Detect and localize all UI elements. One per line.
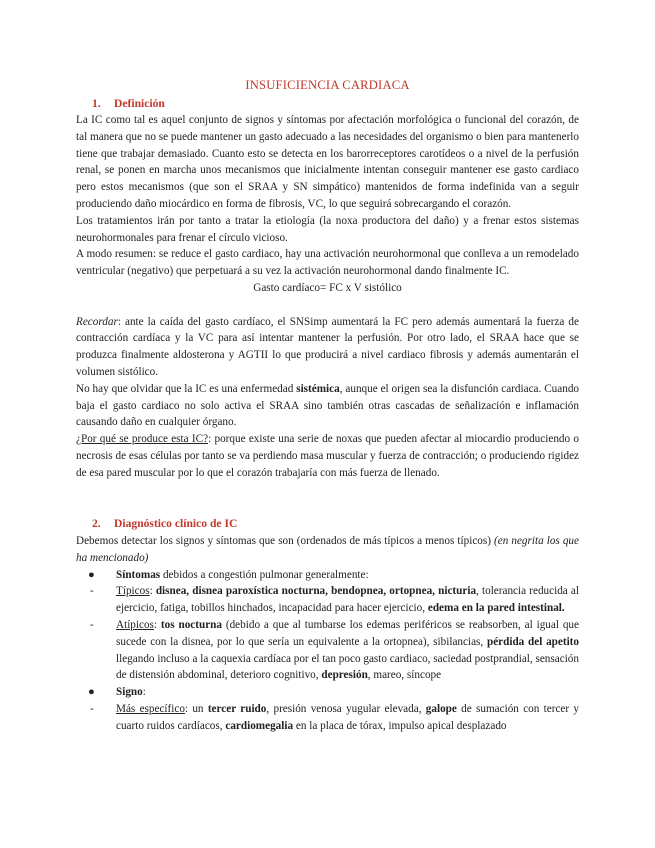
atipicos-text-2: llegando incluso a la caquexia cardíaca por el tan poco gasto cardiaco, saciedad postprandial, sensación de distensión abdominal, deterioro cognitivo, [116, 652, 579, 682]
list-item-signo [76, 684, 579, 701]
tipicos-text: , tolerancia reducida al ejercicio, fatiga, tobillos hinchados, incapacidad para hacer ejercicio, [116, 585, 579, 615]
systemic-bold: sistémica [296, 382, 340, 395]
atipicos-label: Atípicos [116, 618, 154, 631]
tipicos-label: Típicos [116, 585, 150, 598]
blank-line [76, 297, 579, 314]
tipicos-bold-symptoms: disnea, disnea paroxística nocturna, bendopnea, ortopnea, nicturia [155, 585, 477, 598]
signo-label: Signo [116, 686, 143, 699]
sintomas-label: Síntomas [116, 568, 161, 581]
atipicos-bold-tos: tos nocturna [160, 618, 222, 631]
section-2-number: 2. [92, 517, 101, 530]
bullet-icon: ● [88, 686, 95, 699]
dash-icon: - [90, 585, 94, 598]
why-paragraph [76, 431, 579, 481]
atipicos-text-1: (debido a que al tumbarse los edemas periféricos se reabsorben, al igual que sucede con la disnea, por lo que sería un equivalente a la ortopnea), sibilancias, [116, 618, 579, 648]
bullet-icon: ● [88, 568, 95, 581]
especifico-text-2: de sumación con tercer y cuarto ruidos cardíacos, [116, 702, 579, 732]
atipicos-bold-depresion: depresión [321, 669, 368, 682]
treatment-paragraph: Los tratamientos irán por tanto a tratar la etiología (la noxa productora del daño) y a frenar estos sistemas neurohormonales para frenar el círculo vicioso. [76, 214, 579, 244]
section-1-heading [92, 96, 165, 113]
signo-colon: : [142, 686, 146, 699]
especifico-bold-cardiomegalia: cardiomegalia [225, 719, 294, 732]
especifico-text-end: en la placa de tórax, impulso apical desplazado [293, 719, 507, 732]
systemic-text-a: No hay que olvidar que la IC es una enfermedad [76, 382, 297, 395]
section-2-title: Diagnóstico clínico de IC [114, 517, 238, 530]
document-title: INSUFICIENCIA CARDIACA [245, 78, 410, 92]
systemic-paragraph [76, 381, 579, 431]
especifico-text-1: , presión venosa yugular elevada, [266, 702, 426, 715]
definition-paragraph: La IC como tal es aquel conjunto de signos y síntomas por afectación morfológica o funcional del corazón, de tal manera que no se puede mantener un gasto adecuado a las necesidades del organismo o bien para mantenerlo tiene que trabajar demasiado. Cuanto esto se detecta en los barorreceptores carotídeos o a nivel de la perfusión renal, se ponen en marcha unos mecanismos que inicialmente intentan conseguir mantener ese gasto cardiaco pero estos mecanismos (que son el SRAA y SN simpático) mantenidos de forma indefinida van a seguir produciendo daño miocárdico en forma de fibrosis, VC, lo que seguirá sobrecargando el corazón. [76, 114, 579, 210]
atipicos-text-end: , mareo, síncope [367, 669, 442, 682]
diagnosis-intro [76, 533, 579, 567]
tipicos-bold-edema: edema en la pared intestinal. [427, 602, 565, 615]
tipicos-colon: : [149, 585, 156, 598]
systemic-text-b: , aunque el origen sea la disfunción cardiaca. Cuando baja el gasto cardiaco no solo activa el SRAA sino también otras cascadas de señalización e inflamación causando daño en cualquier órgano. [76, 382, 580, 429]
especifico-label: Más específico [116, 702, 185, 715]
especifico-colon: : un [184, 702, 208, 715]
section-1-body [76, 112, 579, 482]
list-item-atipicos [76, 617, 579, 684]
why-answer: : porque existe una serie de noxas que pueden afectar al miocardio produciendo o necrosis de esas células por tanto se va perdiendo masa muscular y fuerza de contracción; o produciendo rigidez de esa pared muscular por lo que el corazón trabajaría con más fuerza de llenado. [76, 433, 579, 479]
recordar-text: : ante la caída del gasto cardíaco, el SNSimp aumentará la FC pero además aumentará la fuerza de contracción cardíaca y la VC para así intentar mantener la perfusión. Por otro lado, el SRAA hace que se produzca finalmente aldosterona y AGTII lo que producirá a nivel cardiaco fibrosis y además aumentarán el volumen sistólico. [76, 315, 579, 378]
section-1-number: 1. [92, 97, 101, 110]
section-2-body [76, 533, 579, 735]
recordar-paragraph [76, 314, 579, 381]
recordar-label: Recordar [76, 315, 118, 328]
diagnosis-intro-text: Debemos detectar los signos y síntomas que son (ordenados de más típicos a menos típicos) [76, 535, 495, 547]
atipicos-bold-apetito: pérdida del apetito [486, 635, 580, 648]
cardiac-output-formula: Gasto cardíaco= FC x V sistólico [253, 281, 402, 294]
especifico-bold-ruido: tercer ruido [207, 702, 267, 715]
why-question: ¿Por qué se produce esta IC? [76, 433, 209, 446]
diagnosis-intro-note: (en negrita los que ha mencionado) [76, 535, 579, 564]
list-item-sintomas [76, 567, 579, 584]
section-2-heading [92, 516, 237, 533]
sintomas-text: debidos a congestión pulmonar generalmente: [160, 568, 369, 581]
list-item-especifico [76, 701, 579, 735]
summary-paragraph: A modo resumen: se reduce el gasto cardiaco, hay una activación neurohormonal que conlleva a un remodelado ventricular (negativo) que perpetuará a su vez la activación neurohormonal dando finalmente IC. [76, 248, 579, 278]
atipicos-colon: : [153, 618, 161, 631]
list-item-tipicos [76, 583, 579, 617]
dash-icon: - [90, 702, 94, 715]
section-1-title: Definición [114, 97, 165, 110]
dash-icon: - [90, 618, 94, 631]
especifico-bold-galope: galope [425, 702, 457, 715]
